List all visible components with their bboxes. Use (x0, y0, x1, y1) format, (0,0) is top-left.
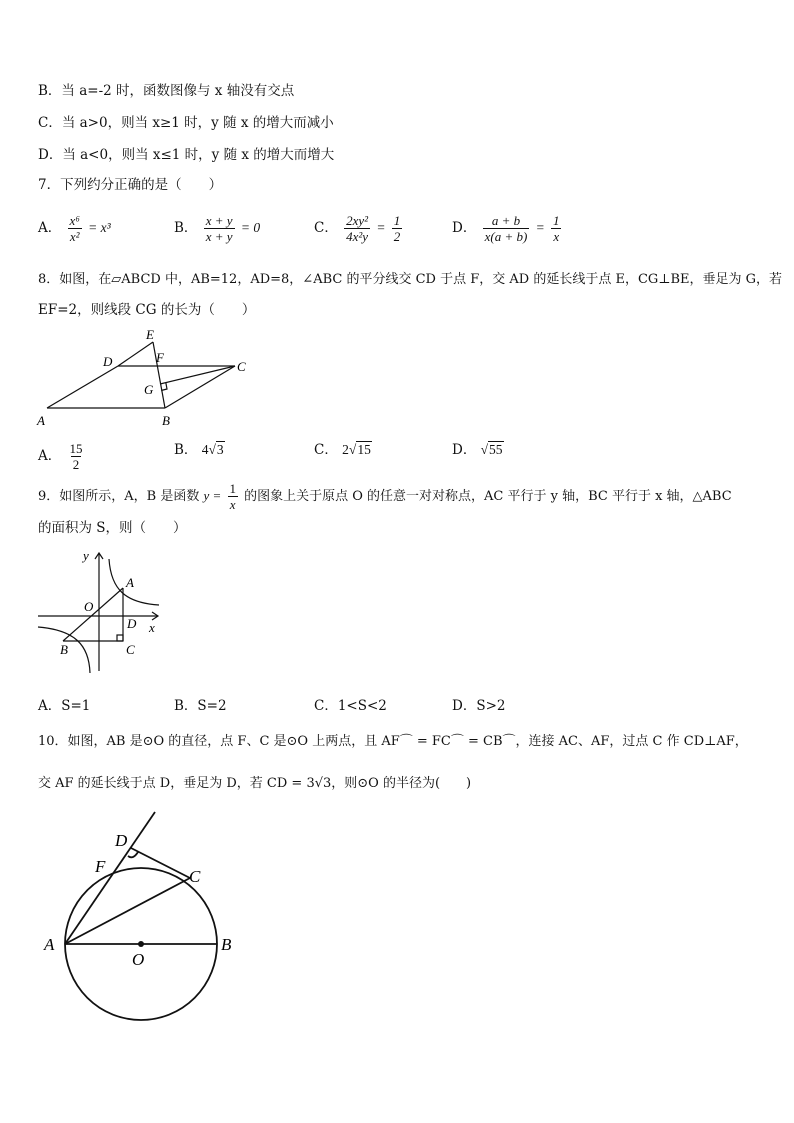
q8-label-b: B (162, 413, 170, 428)
q10-circle-figure (35, 808, 250, 1043)
q8-label-c: C (237, 359, 246, 374)
q8-option-a-label: A． (38, 448, 62, 464)
q7-option-b-den: x + y (205, 229, 233, 244)
q8-label-e: E (146, 327, 154, 342)
q8-option-d (452, 441, 504, 459)
q7-option-a-rhs: = x³ (88, 220, 111, 235)
q7-option-c-rhs-num: 1 (393, 213, 401, 228)
q8-segment-bc (165, 366, 235, 408)
q7-option-a (38, 213, 111, 244)
q9-option-d: D．S>2 (452, 698, 506, 714)
q10-label-o: O (132, 950, 145, 969)
q7-option-c-label: C． (314, 220, 338, 236)
q9-option-c: C．1<S<2 (314, 698, 387, 714)
q8-option-a-num: 15 (69, 441, 83, 456)
q7-option-d-label: D． (452, 220, 477, 236)
q9-hyperbola-figure (30, 545, 180, 680)
q8-segment-cg (160, 366, 235, 384)
q8-option-b (174, 441, 225, 459)
q7-option-a-num: x⁶ (69, 213, 80, 228)
q8-parallelogram-figure (30, 322, 260, 432)
q8-option-b-value: 4√3 (201, 442, 224, 457)
q9-stem-line1 (38, 481, 732, 512)
q7-option-d-num: a + b (491, 213, 521, 228)
q8-option-a-fraction (68, 441, 85, 472)
q7-option-a-label: A． (38, 220, 62, 236)
q9-stem-b: 的图象上关于原点 O 的任意一对对称点，AC 平行于 y 轴，BC 平行于 x 轴，△ABC (244, 489, 732, 504)
q8-label-f: F (156, 350, 164, 365)
q9-label-x: x (149, 620, 155, 635)
q8-option-c-value: 2√15 (342, 442, 371, 457)
q10-center-point (138, 941, 144, 947)
q10-stem-line2: 交 AF 的延长线于点 D，垂足为 D，若 CD = 3√3，则⊙O 的半径为( ) (38, 776, 472, 791)
q10-stem-line1: 10．如图，AB 是⊙O 的直径，点 F、C 是⊙O 上两点，且 AF⌒ = FC⌒ = CB⌒，连接 AC、AF，过点 C 作 CD⊥AF， (38, 734, 748, 749)
q7-option-d-den: x(a + b) (484, 229, 528, 244)
q10-label-b: B (221, 935, 232, 954)
q9-label-o: O (84, 599, 94, 614)
q7-option-b-label: B． (174, 220, 198, 236)
q9-function-num: 1 (229, 481, 236, 496)
q7-option-c: C． $\frac{\text{2xy²}}{\text{4x²y}}$ = $\frac{1}{2}$ (314, 213, 401, 244)
q10-label-d: D (115, 831, 128, 850)
q10-label-a: A (44, 935, 55, 954)
q7-option-d: D． $\frac{a + b}{x(a + b)}$ = $\frac{1}{x}$ (452, 213, 560, 244)
q7-option-c-num: 2xy² (346, 213, 369, 228)
q10-label-c: C (189, 867, 201, 886)
q9-function-y: y = (203, 488, 222, 503)
q9-segment-ab (63, 588, 123, 641)
q7-option-d-rhs-fraction (551, 213, 562, 244)
q9-label-c: C (126, 642, 135, 657)
q8-option-d-value: √55 (480, 442, 503, 457)
q7-option-b-fraction (204, 213, 235, 244)
q9-right-angle-mark (117, 635, 123, 641)
q10-label-f: F (95, 857, 106, 876)
q8-label-g: G (144, 382, 154, 397)
q10-right-angle-mark (128, 852, 138, 857)
q7-option-a-fraction (68, 213, 82, 244)
q7-option-c-rhs-fraction (392, 213, 403, 244)
q9-label-b: B (60, 642, 68, 657)
q7-option-a-den: x² (69, 229, 80, 244)
q10-segment-ac (65, 878, 190, 944)
q7-option-b (174, 213, 260, 244)
q7-option-d-fraction (483, 213, 530, 244)
q8-segment-de-extension (118, 342, 153, 366)
q9-label-y: y (83, 548, 89, 563)
q7-option-b-num: x + y (205, 213, 233, 228)
q8-stem-line1: 8．如图，在▱ABCD 中，AB=12，AD=8，∠ABC 的平分线交 CD 于点 F，交 AD 的延长线于点 E，CG⊥BE，垂足为 G，若 (38, 272, 783, 287)
q10-line-af-extended (65, 812, 155, 944)
q9-curve-first-quadrant (109, 559, 159, 605)
q6-option-d: D．当 a<0，则当 x≤1 时，y 随 x 的增大而增大 (38, 147, 335, 163)
q7-option-c-fraction (344, 213, 370, 244)
q6-option-b: B．当 a=-2 时，函数图像与 x 轴没有交点 (38, 83, 295, 99)
q8-label-d: D (103, 354, 113, 369)
q8-label-a: A (37, 413, 45, 428)
q8-stem-line2: EF=2，则线段 CG 的长为（ ） (38, 302, 256, 318)
q6-option-c: C．当 a>0，则当 x≥1 时，y 随 x 的增大而减小 (38, 115, 334, 131)
q9-function-fraction (227, 481, 238, 512)
q7-option-d-rhs-den: x (553, 229, 560, 244)
q7-option-c-rhs-den: 2 (393, 229, 401, 244)
q9-option-a: A．S=1 (38, 698, 91, 714)
q8-option-b-label: B． (174, 442, 198, 458)
q9-stem-a: 9．如图所示，A，B 是函数 (38, 489, 200, 504)
q7-option-c-den: 4x²y (346, 229, 369, 244)
q9-option-b: B．S=2 (174, 698, 227, 714)
q8-option-c (314, 441, 372, 459)
q8-option-c-label: C． (314, 442, 338, 458)
q10-segment-cd (131, 848, 190, 878)
q8-option-a-den: 2 (72, 457, 80, 472)
q9-label-d: D (127, 616, 137, 631)
q8-option-a (38, 441, 87, 472)
q9-function-den: x (229, 497, 236, 512)
q7-option-b-rhs: = 0 (240, 220, 261, 235)
q7-option-d-rhs-num: 1 (553, 213, 560, 228)
q7-stem: 7．下列约分正确的是（ ） (38, 177, 223, 193)
q8-segment-ad (47, 366, 118, 408)
q8-option-d-label: D． (452, 442, 477, 458)
q9-label-a: A (126, 575, 134, 590)
q9-stem-line2: 的面积为 S，则（ ） (38, 520, 187, 536)
